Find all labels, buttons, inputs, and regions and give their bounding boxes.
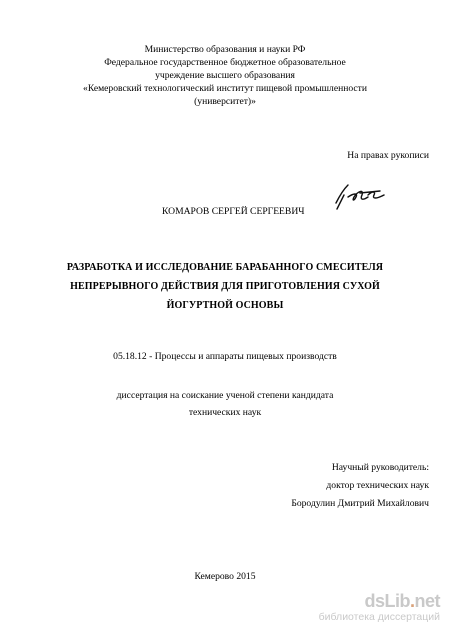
city-year: Кемерово 2015 — [194, 571, 256, 582]
signature-icon — [332, 181, 392, 211]
degree-statement — [0, 387, 450, 421]
logo-dot: . — [409, 591, 415, 611]
header-line: Федеральное государственное бюджетное образовательное — [104, 57, 346, 68]
institution-header — [0, 43, 450, 108]
logo-tld: net — [414, 591, 440, 611]
header-line: Министерство образования и науки РФ — [144, 44, 306, 55]
watermark-logo — [319, 591, 440, 611]
dslib-watermark[interactable] — [319, 591, 440, 623]
header-line: «Кемеровский технологический институт пищевой промышленности — [83, 83, 367, 94]
supervisor-line: Бородулин Дмитрий Михайлович — [291, 498, 429, 509]
specialty-code: 05.18.12 - Процессы и аппараты пищевых производств — [113, 351, 337, 362]
watermark-subtitle: библиотека диссертаций — [318, 611, 440, 623]
degree-line: технических наук — [188, 407, 262, 418]
supervisor-block — [291, 459, 429, 513]
dissertation-title — [0, 258, 450, 315]
header-line: (университет)» — [194, 96, 256, 107]
title-line: ЙОГУРТНОЙ ОСНОВЫ — [166, 300, 284, 311]
manuscript-note: На правах рукописи — [347, 150, 429, 161]
author-name: КОМАРОВ СЕРГЕЙ СЕРГЕЕВИЧ — [162, 206, 305, 217]
title-line: НЕПРЕРЫВНОГО ДЕЙСТВИЯ ДЛЯ ПРИГОТОВЛЕНИЯ СУХОЙ — [70, 281, 380, 292]
header-line: учреждение высшего образования — [155, 70, 295, 81]
supervisor-line: Научный руководитель: — [331, 462, 429, 473]
logo-main: dsLib — [364, 591, 410, 611]
supervisor-line: доктор технических наук — [326, 480, 429, 491]
title-line: РАЗРАБОТКА И ИССЛЕДОВАНИЕ БАРАБАННОГО СМЕСИТЕЛЯ — [66, 262, 384, 273]
degree-line: диссертация на соискание ученой степени кандидата — [116, 390, 334, 401]
